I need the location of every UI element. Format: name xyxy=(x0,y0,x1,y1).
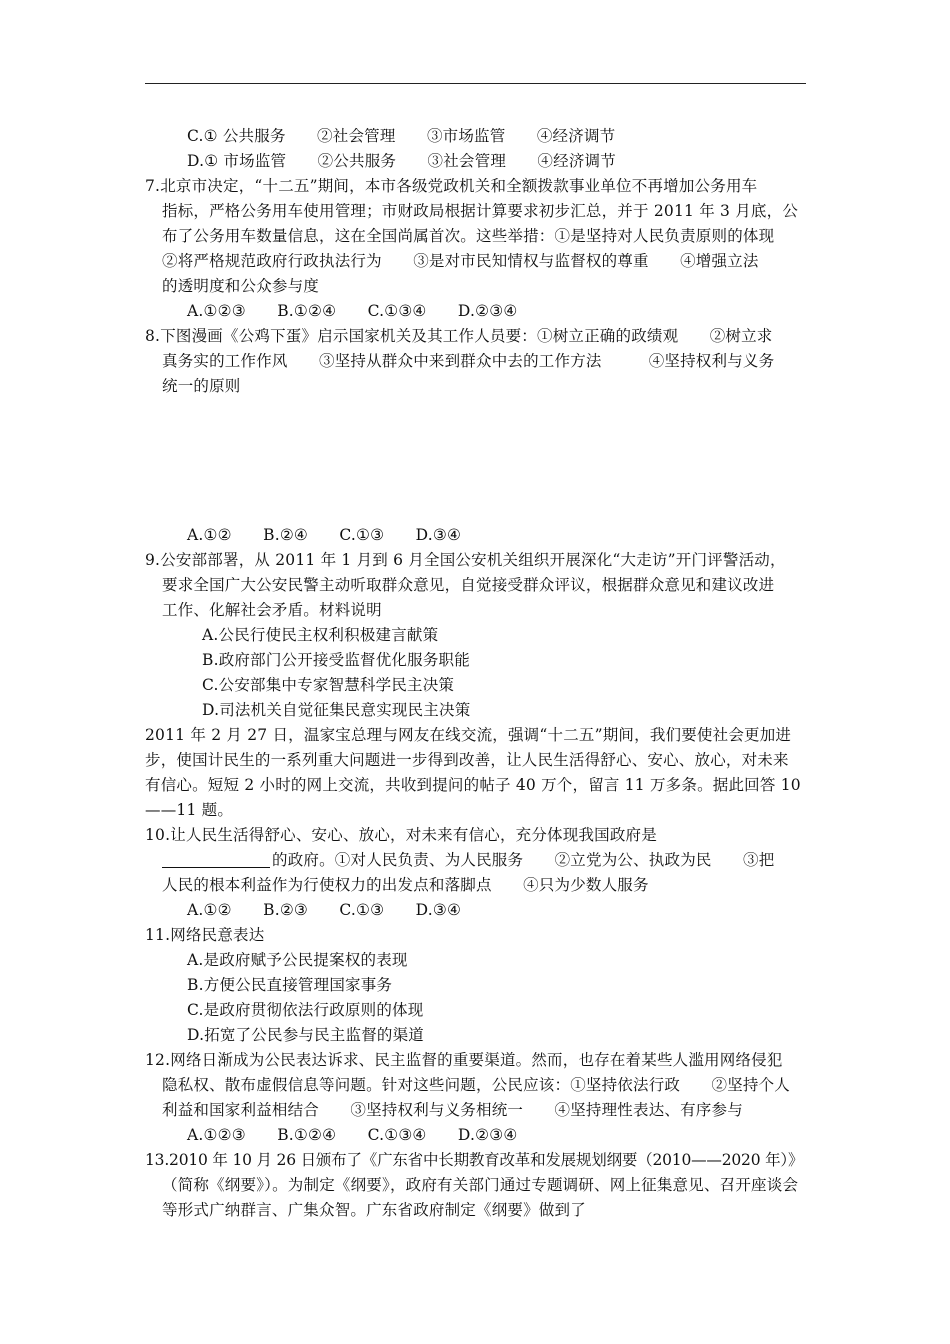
answer-blank xyxy=(162,851,270,868)
q9-option-d: D.司法机关自觉征集民意实现民主决策 xyxy=(202,701,471,719)
q10-options: A.①② B.②③ C.①③ D.③④ xyxy=(187,901,462,919)
q10-stem-line-3: 人民的根本利益作为行使权力的出发点和落脚点 ④只为少数人服务 xyxy=(162,876,649,894)
q8-stem-line-1: 8.下图漫画《公鸡下蛋》启示国家机关及其工作人员要：①树立正确的政绩观 ②树立求 xyxy=(145,327,773,345)
q7-stem-line-5: 的透明度和公众参与度 xyxy=(162,277,320,295)
header-rule xyxy=(145,83,806,84)
q7-stem-line-3: 布了公务用车数量信息，这在全国尚属首次。这些举措：①是坚持对人民负责原则的体现 xyxy=(162,227,775,245)
q12-options: A.①②③ B.①②④ C.①③④ D.②③④ xyxy=(187,1126,518,1144)
cartoon-placeholder xyxy=(300,405,640,515)
q10-stem-line-2 xyxy=(162,848,774,873)
q13-stem-line-2: （简称《纲要》）。为制定《纲要》，政府有关部门通过专题调研、网上征集意见、召开座谈会 xyxy=(162,1176,799,1194)
q12-stem-line-2: 隐私权、散布虚假信息等问题。针对这些问题，公民应该：①坚持依法行政 ②坚持个人 xyxy=(162,1076,791,1094)
q11-option-b: B.方便公民直接管理国家事务 xyxy=(187,976,393,994)
q6-option-d: D.① 市场监管 ②公共服务 ③社会管理 ④经济调节 xyxy=(187,152,616,170)
material-line-3: 有信心。短短 2 小时的网上交流，共收到提问的帖子 40 万个，留言 11 万多条。据此回答 10 xyxy=(145,776,801,794)
q9-stem-line-1: 9.公安部部署，从 2011 年 1 月到 6 月全国公安机关组织开展深化“大走访”开门评警活动， xyxy=(145,551,786,569)
q12-stem-line-3: 利益和国家利益相结合 ③坚持权利与义务相统一 ④坚持理性表达、有序参与 xyxy=(162,1101,743,1119)
q11-option-c: C.是政府贯彻依法行政原则的体现 xyxy=(187,1001,424,1019)
q9-option-c: C.公安部集中专家智慧科学民主决策 xyxy=(202,676,455,694)
q7-stem-line-4: ②将严格规范政府行政执法行为 ③是对市民知情权与监督权的尊重 ④增强立法 xyxy=(162,252,759,270)
q9-option-b: B.政府部门公开接受监督优化服务职能 xyxy=(202,651,470,669)
material-line-1: 2011 年 2 月 27 日，温家宝总理与网友在线交流，强调“十二五”期间，我们要使社会更加进 xyxy=(145,726,792,744)
q8-stem-line-2: 真务实的工作作风 ③坚持从群众中来到群众中去的工作方法 ④坚持权利与义务 xyxy=(162,352,775,370)
q12-stem-line-1: 12.网络日渐成为公民表达诉求、民主监督的重要渠道。然而，也存在着某些人滥用网络侵犯 xyxy=(145,1051,783,1069)
q10-stem-line-1: 10.让人民生活得舒心、安心、放心，对未来有信心，充分体现我国政府是 xyxy=(145,826,657,844)
q13-stem-line-1: 13.2010 年 10 月 26 日颁布了《广东省中长期教育改革和发展规划纲要（2010——2020 年）》 xyxy=(145,1151,804,1169)
q7-options: A.①②③ B.①②④ C.①③④ D.②③④ xyxy=(187,302,518,320)
material-line-4: ——11 题。 xyxy=(145,801,234,819)
q7-stem-line-2: 指标，严格公务用车使用管理；市财政局根据计算要求初步汇总，并于 2011 年 3 月底，公 xyxy=(162,202,799,220)
q10-stem-line-2-text: 的政府。①对人民负责、为人民服务 ②立党为公、执政为民 ③把 xyxy=(272,851,775,869)
material-line-2: 步，使国计民生的一系列重大问题进一步得到改善，让人民生活得舒心、安心、放心，对未来 xyxy=(145,751,789,769)
q6-option-c: C.① 公共服务 ②社会管理 ③市场监管 ④经济调节 xyxy=(187,127,616,145)
q8-options: A.①② B.②④ C.①③ D.③④ xyxy=(187,526,462,544)
q13-stem-line-3: 等形式广纳群言、广集众智。广东省政府制定《纲要》做到了 xyxy=(162,1201,586,1219)
q11-option-d: D.拓宽了公民参与民主监督的渠道 xyxy=(187,1026,425,1044)
q11-option-a: A.是政府赋予公民提案权的表现 xyxy=(187,951,408,969)
q7-stem-line-1: 7.北京市决定，“十二五”期间，本市各级党政机关和全额拨款事业单位不再增加公务用车 xyxy=(145,177,758,195)
q8-stem-line-3: 统一的原则 xyxy=(162,377,241,395)
q9-stem-line-2: 要求全国广大公安民警主动听取群众意见，自觉接受群众评议，根据群众意见和建议改进 xyxy=(162,576,775,594)
q9-option-a: A.公民行使民主权利积极建言献策 xyxy=(202,626,439,644)
q11-stem: 11.网络民意表达 xyxy=(145,926,265,944)
q9-stem-line-3: 工作、化解社会矛盾。材料说明 xyxy=(162,601,382,619)
